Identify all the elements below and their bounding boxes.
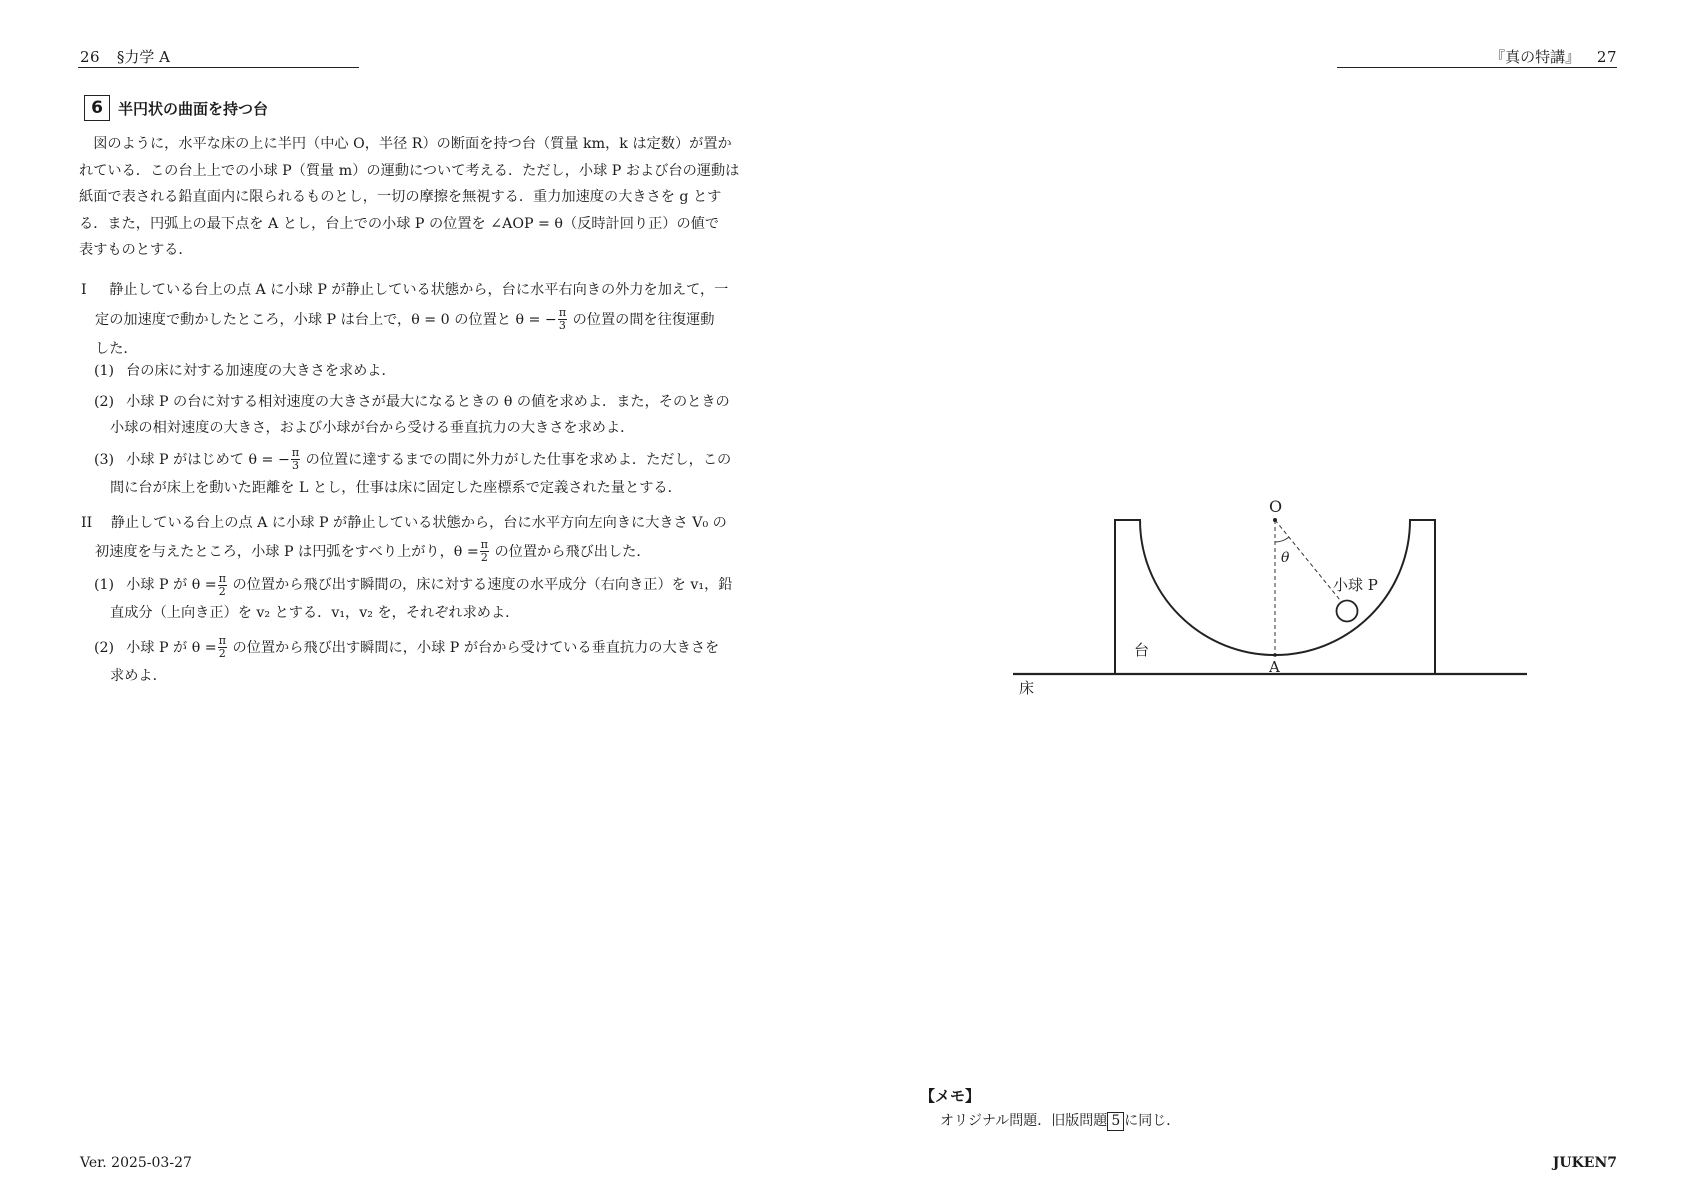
part-1-q2-cont: 小球の相対速度の大きさ，および小球が台から受ける垂直抗力の大きさを求めよ． (110, 420, 635, 436)
intro-line: 紙面で表される鉛直面内に限られるものとし，一切の摩擦を無視する．重力加速度の大きさを g とす (79, 189, 722, 205)
boxed-old-problem-number: 5 (1107, 1112, 1124, 1131)
label-theta: θ (1281, 550, 1290, 566)
part-2-line: 静止している台上の点 A に小球 P が静止している状態から，台に水平方向左向きに大きさ V₀ の (110, 515, 727, 531)
intro-paragraph (79, 131, 739, 264)
part-2 (81, 510, 727, 567)
left-page-header (80, 47, 170, 67)
memo-body: オリジナル問題．旧版問題 5 に同じ． (940, 1113, 1181, 1129)
label-ball: 小球 P (1333, 576, 1378, 594)
left-header-rule (78, 67, 359, 68)
right-header-rule (1337, 67, 1617, 68)
part-2-q2: (2) 小球 P が θ = $\frac{\pi}{2}$ の位置から飛び出す瞬間に，小球 P が台から受けている垂直抗力の大きさを (94, 634, 720, 660)
label-stand: 台 (1134, 641, 1150, 659)
theta-arc (1275, 537, 1289, 542)
part-1-q2: (2) 小球 P の台に対する相対速度の大きさが最大になるときの θ の値を求めよ．また，そのときの (94, 393, 730, 410)
label-floor: 床 (1019, 679, 1035, 697)
part-2-line: の位置から飛び出した． (494, 543, 651, 560)
intro-line: 表すものとする． (79, 242, 193, 258)
part-2-q1-cont: 直成分（上向き正）を v₂ とする．v₁，v₂ を，それぞれ求めよ． (110, 605, 520, 621)
part-2-q2-cont: 求めよ． (110, 667, 167, 684)
part-1 (81, 277, 728, 362)
part-1-q3-cont: 間に台が床上を動いた距離を L とし，仕事は床に固定した座標系で定義された量とする． (110, 479, 682, 496)
figure-half-pipe (1005, 490, 1545, 700)
part-1-q1: (1) 台の床に対する加速度の大きさを求めよ． (94, 363, 396, 379)
fraction-pi-over-2: $\frac{\pi}{2}$ (480, 538, 488, 564)
part-1-label: I (81, 282, 87, 298)
part-1-line: 定の加速度で動かしたところ，小球 P は台上で，θ = 0 の位置と θ = − (95, 311, 557, 328)
label-o: O (1269, 497, 1283, 516)
fraction-pi-over-3: $\frac{\pi}{3}$ (291, 446, 300, 472)
problem-heading (84, 95, 268, 121)
ball-p (1337, 601, 1358, 622)
right-page-number: 27 (1596, 48, 1617, 66)
intro-line: る．また，円弧上の最下点を A とし，台上での小球 P の位置を ∠AOP = θ（反時計回り正）の値で (79, 215, 720, 232)
part-2-q1: (1) 小球 P が θ = $\frac{\pi}{2}$ の位置から飛び出す瞬間の，床に対する速度の水平成分（右向き正）を v₁，鉛 (94, 571, 733, 598)
point-a (1273, 653, 1277, 657)
center-point (1273, 518, 1277, 522)
part-1-questions (94, 358, 731, 501)
left-page-number: 26 (80, 48, 101, 66)
part-1-line: 静止している台上の点 A に小球 P が静止している状態から，台に水平右向きの外力を加えて，一 (109, 282, 729, 298)
section-title: §力学 A (116, 48, 170, 66)
problem-number-box: 6 (84, 95, 110, 121)
part-2-line: 初速度を与えたところ，小球 P は円弧をすべり上がり，θ = (95, 543, 479, 560)
part-2-label: II (81, 515, 93, 531)
right-page-header (1490, 47, 1617, 67)
fraction-pi-over-3: $\frac{\pi}{3}$ (558, 306, 567, 332)
book-title: 『真の特講』 (1490, 48, 1581, 66)
part-2-questions (94, 570, 732, 689)
part-1-line: した． (95, 340, 138, 357)
part-1-line: の位置の間を往復運動 (572, 311, 715, 328)
label-a: A (1269, 658, 1280, 676)
fraction-pi-over-2: $\frac{\pi}{2}$ (218, 571, 226, 598)
problem-title: 半円状の曲面を持つ台 (118, 99, 269, 118)
fraction-pi-over-2: $\frac{\pi}{2}$ (218, 634, 226, 660)
memo-title: 【メモ】 (920, 1087, 981, 1105)
version-label: Ver. 2025-03-27 (80, 1155, 192, 1171)
intro-line: れている．この台上上での小球 P（質量 m）の運動について考える．ただし，小球 P および台の運動は (79, 162, 740, 179)
part-1-q3: (3) 小球 P がはじめて θ = − $\frac{\pi}{3}$ の位置に達するまでの間に外力がした仕事を求めよ．ただし，この (94, 446, 732, 472)
intro-line: 図のように，水平な床の上に半円（中心 O，半径 R）の断面を持つ台（質量 km，k は定数）が置か (79, 136, 732, 152)
brand-label: JUKEN7 (1552, 1155, 1617, 1171)
